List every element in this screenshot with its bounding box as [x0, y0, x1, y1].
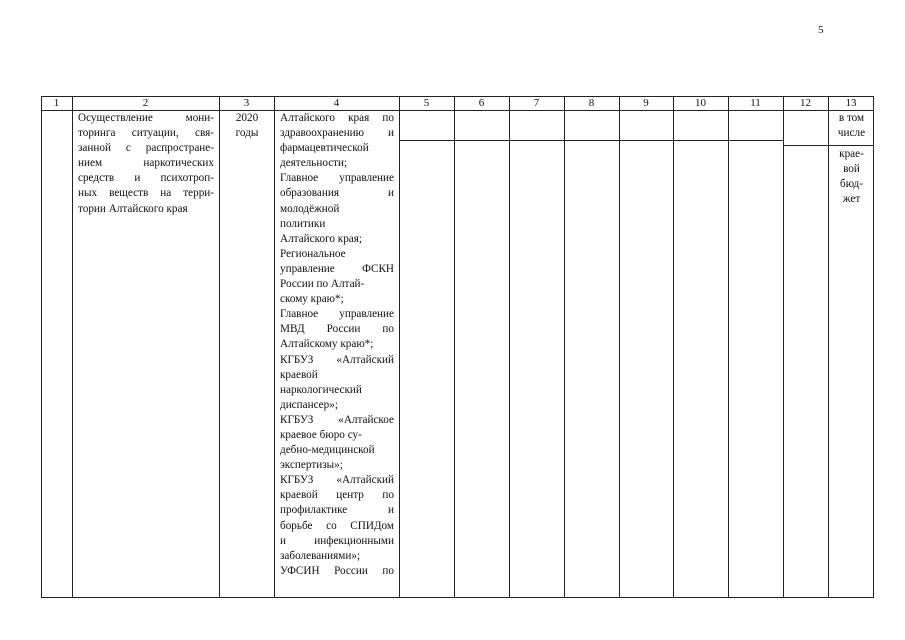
funding-note-cell	[829, 111, 874, 141]
cell-line: Главное управление	[280, 172, 394, 185]
cell-line: фармацевтической	[280, 142, 369, 155]
cell-line: средств и психотроп-	[78, 172, 214, 185]
cell-line: в том	[838, 112, 865, 124]
cell-line: Алтайского края;	[280, 232, 363, 245]
header-cell: 7	[533, 97, 540, 109]
cell-line: крае-	[839, 148, 864, 160]
cell-line: наркологический	[280, 383, 362, 396]
funding-source-cell	[829, 147, 874, 207]
cell-line: ных веществ на терри-	[78, 187, 214, 200]
subrow-separator	[783, 145, 874, 146]
header-cell: 9	[643, 97, 649, 109]
cell-line: образования и	[280, 187, 394, 200]
cell-line: диспансер»;	[280, 398, 338, 411]
cell-line: деятельности;	[280, 157, 348, 170]
cell-line: занной с распростране-	[78, 142, 214, 155]
cell-line: КГБУЗ «Алтайский	[280, 353, 394, 366]
cell-line: молодёжной	[280, 202, 340, 215]
cell-line: политики	[280, 217, 326, 230]
col-divider	[509, 96, 510, 598]
cell-line: профилактике и	[280, 504, 394, 517]
header-cell: 8	[588, 97, 595, 109]
col-divider	[219, 96, 220, 598]
cell-line: МВД России по	[280, 323, 394, 336]
col-divider	[564, 96, 565, 598]
cell-line: экспертизы»;	[280, 459, 343, 472]
cell-line: бюд-	[840, 178, 863, 191]
cell-line: и инфекционными	[280, 534, 394, 547]
header-cell: 11	[750, 97, 761, 109]
col-divider	[619, 96, 620, 598]
col-divider	[783, 96, 784, 598]
header-cell: 3	[243, 97, 250, 109]
subrow-separator	[399, 140, 783, 141]
col-divider	[454, 96, 455, 598]
cell-line: скому краю*;	[280, 293, 344, 306]
header-cell: 6	[478, 97, 485, 109]
cell-line: краевой центр по	[280, 489, 394, 502]
header-cell: 5	[423, 97, 430, 109]
cell-line: КГБУЗ «Алтайское	[280, 413, 394, 426]
header-cell: 1	[53, 97, 60, 109]
header-cell: 10	[695, 97, 706, 109]
page-number: 5	[818, 24, 824, 36]
cell-line: тории Алтайского края	[78, 202, 188, 215]
cell-line: КГБУЗ «Алтайский	[280, 474, 394, 487]
executors-cell	[280, 111, 394, 579]
header-cell: 13	[845, 97, 857, 109]
col-divider	[673, 96, 674, 598]
col-divider	[274, 96, 275, 598]
cell-line: Региональное	[280, 247, 346, 260]
cell-line: торинга ситуации, свя-	[78, 127, 214, 140]
cell-line: России по Алтай-	[280, 278, 365, 291]
cell-line: краевой	[280, 368, 318, 381]
cell-line: дебно-медицинской	[280, 444, 375, 457]
cell-line: годы	[235, 127, 259, 140]
cell-line: Осуществление мони-	[78, 112, 214, 124]
cell-line: вой	[843, 163, 860, 176]
cell-line: Алтайского края по	[280, 112, 394, 124]
cell-line: здравоохранению и	[280, 127, 394, 140]
event-description-cell	[78, 111, 214, 217]
cell-line: заболеваниями»;	[280, 549, 361, 562]
col-divider	[72, 96, 73, 598]
header-cell: 4	[333, 97, 340, 109]
cell-line: 2020	[235, 112, 259, 124]
header-cell: 2	[142, 97, 149, 109]
cell-line: Алтайскому краю*;	[280, 338, 374, 351]
cell-line: Главное управление	[280, 308, 394, 321]
cell-line: жет	[842, 193, 861, 206]
cell-line: нием наркотических	[78, 157, 214, 170]
col-divider	[728, 96, 729, 598]
cell-line: числе	[837, 127, 866, 140]
cell-line: борьбе со СПИДом	[280, 519, 394, 532]
period-cell	[220, 111, 274, 141]
cell-line: УФСИН России по	[280, 564, 394, 577]
cell-line: краевое бюро су-	[280, 428, 362, 441]
cell-line: управление ФСКН	[280, 262, 394, 275]
header-cell: 12	[800, 97, 811, 109]
col-divider	[399, 96, 400, 598]
